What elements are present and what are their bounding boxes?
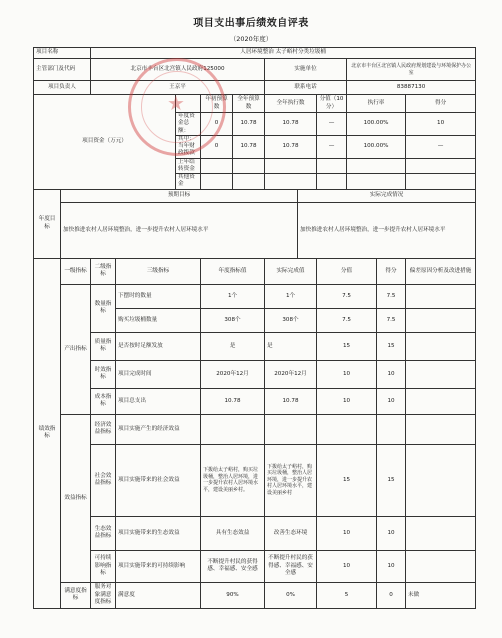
indicator-actual: 10.78 [265,388,317,414]
funds-row-rate [347,158,406,174]
funds-row-score: 10 [406,113,476,136]
table-row [34,360,476,388]
header-level3: 三级指标 [116,258,201,284]
indicator-name: 项目总支出 [116,388,201,414]
social-indicator-label: 社会效益指标 [91,444,116,516]
funds-row-full [233,158,265,174]
funds-row-rate [347,174,406,190]
quantity-indicator-label: 数量指标 [91,284,116,332]
indicator-name: 满意度 [116,582,201,608]
indicator-target: 308个 [201,308,265,332]
output-indicator-label: 产出指标 [61,284,91,414]
funds-row-score [406,174,476,190]
indicator-name: 项目实施带来的生态效益 [116,516,201,550]
indicator-target: 具有生态效益 [201,516,265,550]
leader-label: 项目负责人 [34,81,91,95]
indicator-score: 15 [377,332,406,360]
indicator-reason [406,550,476,582]
satisfaction-indicator-label: 满意度指标 [61,582,91,608]
header-level1: 一级指标 [61,258,91,284]
indicator-actual: 0% [265,582,317,608]
sustainable-indicator-label: 可持续影响指标 [91,550,116,582]
funds-row-rate: 100.00% [347,113,406,136]
dept-label: 主管部门及代码 [34,59,91,81]
indicator-actual: 是 [265,332,317,360]
funds-row-exec [265,174,317,190]
indicator-score: 7.5 [377,284,406,308]
actual-goal-text: 加快推进农村人居环境整治，进一步提升农村人居环境水平 [298,202,476,258]
satisfaction-sub-label: 服务对象满意度指标 [91,582,116,608]
funds-row-score-val [317,174,347,190]
indicator-name: 购买垃圾桶数量 [116,308,201,332]
funds-header-exec: 全年执行数 [265,95,317,113]
dept-value: 北京市丰台区北宫镇人民政府125000 [91,59,265,81]
indicator-name: 项目实施产生的经济效益 [116,414,201,444]
table-row [34,388,476,414]
indicator-target: 下拨给太子峪村，购买垃圾桶，整治人居环境，进一步提升农村人居环境水平，建设美丽乡村。 [201,444,265,516]
header-target: 年度指标值 [201,258,265,284]
indicator-target: 不断提升村民的获得感、幸福感、安全感 [201,550,265,582]
funds-row-score-val: — [317,135,347,158]
indicator-score: 10 [377,550,406,582]
project-name-value: 人居环境整治 太子峪村分类垃圾桶 [91,48,476,59]
table-row [34,332,476,360]
table-row [34,284,476,308]
indicator-target: 90% [201,582,265,608]
table-row [34,414,476,444]
funds-row-init: 0 [201,113,233,136]
indicator-score: 15 [377,444,406,516]
funds-label: 项目资金（万元） [34,95,176,190]
indicator-points: 15 [317,332,377,360]
indicator-points: 5 [317,582,377,608]
impl-label: 实施单位 [265,59,347,81]
funds-row-exec: 10.78 [265,113,317,136]
indicator-points: 10 [317,360,377,388]
indicator-target: 1个 [201,284,265,308]
indicator-score [377,414,406,444]
funds-row-exec [265,158,317,174]
funds-header-score: 得分 [406,95,476,113]
indicator-reason [406,414,476,444]
phone-value: 83887130 [347,81,476,95]
indicator-actual: 308个 [265,308,317,332]
funds-row-full: 10.78 [233,113,265,136]
funds-row-score: — [406,135,476,158]
cost-indicator-label: 成本指标 [91,388,116,414]
indicator-points: 15 [317,444,377,516]
funds-row-score [406,158,476,174]
indicator-actual: 下拨给太子峪村，购买垃圾桶，整治人居环境，进一步提升农村人居环境水平，建设美丽乡村 [265,444,317,516]
project-name-label: 项目名称 [34,48,91,59]
funds-row-name: 其他资金 [176,174,201,190]
table-row [34,444,476,516]
header-level2: 二级指标 [91,258,116,284]
indicator-reason [406,444,476,516]
year-label: （2020年度） [229,35,273,43]
funds-row-full [233,174,265,190]
indicator-points [317,414,377,444]
impl-value: 北京市丰台区北宫镇人民政府规划建设与环境保护办公室 [347,59,476,81]
header-actual: 实际完成值 [265,258,317,284]
quality-indicator-label: 质量指标 [91,332,116,360]
header-score: 得分 [377,258,406,284]
expected-goal-text: 加快推进农村人居环境整治，进一步提升农村人居环境水平 [61,202,298,258]
indicators-section-label: 绩效指标 [34,258,61,608]
funds-row-name: 其中：当年财政拨款 [176,135,201,158]
indicator-name: 项目完成时间 [116,360,201,388]
indicator-score: 10 [377,388,406,414]
indicator-reason [406,516,476,550]
indicator-score: 10 [377,360,406,388]
indicator-actual [265,414,317,444]
evaluation-table [33,47,476,609]
header-reason: 偏差原因分析及改进措施 [406,258,476,284]
funds-row-score-val: — [317,113,347,136]
indicator-points: 7.5 [317,284,377,308]
indicator-name: 项目实施带来的可持续影响 [116,550,201,582]
indicator-target: 10.78 [201,388,265,414]
indicator-reason [406,388,476,414]
indicator-score: 0 [377,582,406,608]
indicator-name: 是否按时足额发放 [116,332,201,360]
seal-star-icon: ★ [167,91,185,115]
funds-header-rate: 执行率 [347,95,406,113]
funds-row-init: 0 [201,135,233,158]
funds-row-exec: 10.78 [265,135,317,158]
effect-indicator-label: 效益指标 [61,414,91,582]
table-row [34,516,476,550]
time-indicator-label: 时效指标 [91,360,116,388]
table-row [34,582,476,608]
indicator-target: 是 [201,332,265,360]
funds-row-init [201,174,233,190]
indicator-score: 10 [377,516,406,550]
page-title: 项目支出事后绩效自评表 [193,18,309,29]
indicator-points: 10 [317,516,377,550]
indicator-actual: 改善生态环境 [265,516,317,550]
indicator-score: 7.5 [377,308,406,332]
indicator-reason: 未做 [406,582,476,608]
indicator-name: 项目实施带来的社会效益 [116,444,201,516]
funds-header-blank [176,95,201,113]
funds-row-name: 年度资金总额： [176,113,201,136]
indicator-target: 2020年12月 [201,360,265,388]
indicator-actual: 2020年12月 [265,360,317,388]
funds-row-rate: 100.00% [347,135,406,158]
funds-row-full: 10.78 [233,135,265,158]
economic-indicator-label: 经济效益指标 [91,414,116,444]
indicator-points: 7.5 [317,308,377,332]
funds-header-init: 年初预算数 [201,95,233,113]
indicator-reason [406,332,476,360]
indicator-reason [406,308,476,332]
indicator-points: 10 [317,550,377,582]
indicator-reason [406,360,476,388]
indicator-name: 下摆时的数量 [116,284,201,308]
indicator-points: 10 [317,388,377,414]
header-points: 分值 [317,258,377,284]
funds-header-score-val: 分值（10分） [317,95,347,113]
indicator-actual: 1个 [265,284,317,308]
funds-row-score-val [317,158,347,174]
indicator-actual: 不断提升村民的获得感、幸福感、安全感 [265,550,317,582]
actual-goal-header: 实际完成情况 [298,189,476,202]
funds-row-init [201,158,233,174]
expected-goal-header: 预期目标 [61,189,298,202]
ecological-indicator-label: 生态效益指标 [91,516,116,550]
table-row [34,550,476,582]
leader-value: 王京平 [91,81,265,95]
annual-goal-label: 年度目标 [34,189,61,258]
funds-header-full: 全年预算数 [233,95,265,113]
indicator-target [201,414,265,444]
funds-row-name: 上年结转资金 [176,158,201,174]
indicator-reason [406,284,476,308]
phone-label: 联系电话 [265,81,347,95]
